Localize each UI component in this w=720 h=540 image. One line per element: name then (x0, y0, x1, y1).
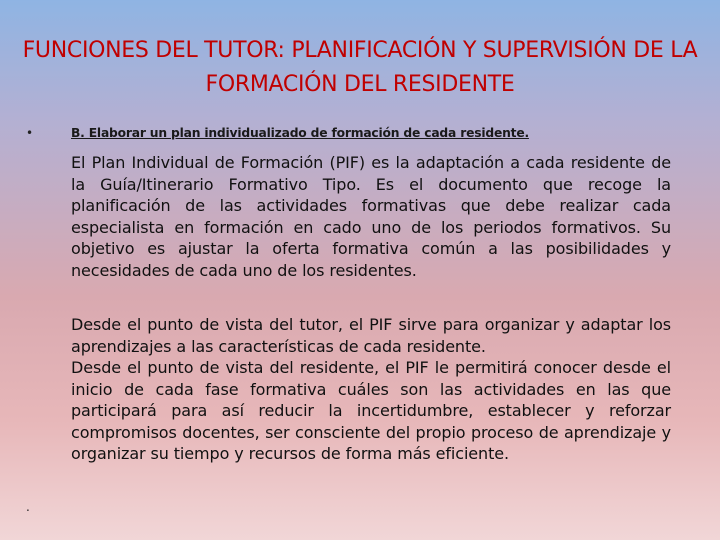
bullet-marker: • (26, 126, 34, 140)
section-heading: B. Elaborar un plan individualizado de formación de cada residente. (71, 126, 529, 140)
paragraph-pif-definition: El Plan Individual de Formación (PIF) es la adaptación a cada residente de la Guía/Itinerario Formativo Tipo. Es el documento que recoge la planificación de las actividades formativas que debe realizar cada especialista en formación en cado uno de los periodos formativos. Su objetivo es ajustar la oferta formativa común a las posibilidades y necesidades de cada uno de los residentes. (71, 153, 671, 280)
slide-title: FUNCIONES DEL TUTOR: PLANIFICACIÓN Y SUPERVISIÓN DE LA FORMACIÓN DEL RESIDENTE (22, 38, 698, 97)
empty-bullet-marker: . (26, 500, 30, 514)
paragraph-tutor-view: Desde el punto de vista del tutor, el PIF sirve para organizar y adaptar los aprendizajes a las características de cada residente. (71, 315, 671, 356)
paragraph-resident-view: Desde el punto de vista del residente, el PIF le permitirá conocer desde el inicio de cada fase formativa cuáles son las actividades en las que participará para así reducir la incertidumbre, establecer y reforzar compromisos docentes, ser consciente del propio proceso de aprendizaje y organizar su tiempo y recursos de forma más eficiente. (71, 358, 671, 464)
